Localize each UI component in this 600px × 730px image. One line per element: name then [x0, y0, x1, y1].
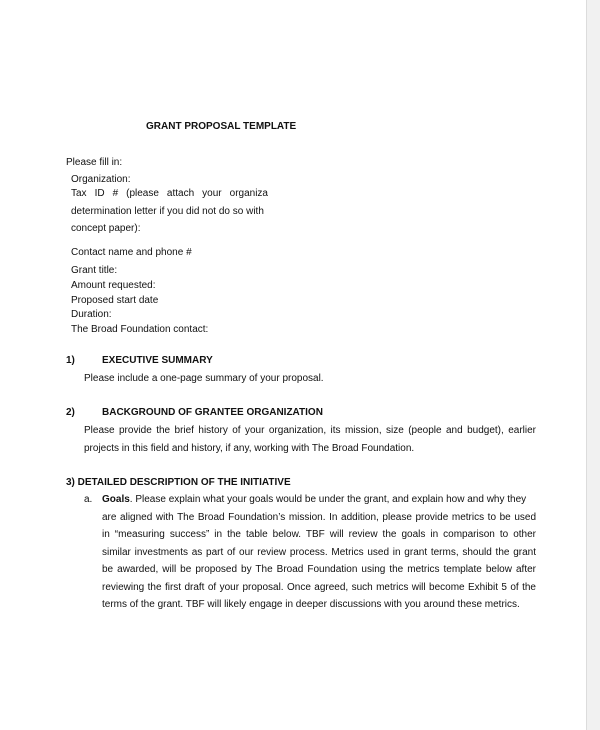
section-1-body: Please include a one-page summary of your proposal. — [84, 373, 324, 384]
amount-field-label: Amount requested: — [71, 280, 156, 291]
goals-paragraph-line: similar investments as part of our review process. Metrics used in grant terms, should the grant — [102, 547, 536, 558]
goals-paragraph-line: are aligned with The Broad Foundation’s mission. In addition, please provide metrics to be used — [102, 512, 536, 523]
grant-title-field-label: Grant title: — [71, 265, 118, 276]
list-marker-a: a. — [84, 494, 93, 505]
document-title: GRANT PROPOSAL TEMPLATE — [146, 121, 297, 132]
organization-field-label: Organization: — [71, 174, 131, 185]
duration-field-label: Duration: — [71, 309, 112, 320]
goals-term: Goals — [102, 494, 130, 505]
section-2-body-cont: projects in this field and history, if any, working with The Broad Foundation. — [84, 443, 415, 454]
goals-paragraph-line: be awarded, will be proposed by The Broad Foundation using the metrics template below after — [102, 564, 536, 575]
page-scroll-edge[interactable] — [586, 0, 600, 730]
goals-paragraph-first-line — [102, 493, 536, 506]
section-2-number: 2) — [66, 407, 75, 418]
goals-paragraph-line: in “measuring success” in the table below. TBF will review the goals in comparison to other — [102, 529, 536, 540]
goals-paragraph-line: reviewing the first draft of your proposal. Once agreed, such metrics will become Exhibit 5 of the — [102, 582, 536, 593]
tax-id-field-label-cont: determination letter if you did not do so with — [71, 206, 264, 217]
section-3-heading: 3) DETAILED DESCRIPTION OF THE INITIATIVE — [66, 477, 291, 488]
please-fill-in-label: Please fill in: — [66, 157, 123, 168]
tax-id-field-label: Tax ID # (please attach your organiza — [71, 188, 268, 199]
contact-field-label: Contact name and phone # — [71, 247, 192, 258]
tbf-contact-field-label: The Broad Foundation contact: — [71, 324, 209, 335]
start-date-field-label: Proposed start date — [71, 295, 159, 306]
tax-id-field-label-end: concept paper): — [71, 223, 141, 234]
section-2-heading: BACKGROUND OF GRANTEE ORGANIZATION — [102, 407, 323, 418]
section-1-heading: EXECUTIVE SUMMARY — [102, 355, 213, 366]
section-2-body: Please provide the brief history of your organization, its mission, size (people and budget), earlier — [84, 425, 536, 436]
section-1-number: 1) — [66, 355, 75, 366]
goals-text: . Please explain what your goals would be under the grant, and explain how and why they — [129, 494, 527, 505]
goals-paragraph-last-line: terms of the grant. TBF will likely engage in deeper discussions with you around these metrics. — [102, 599, 520, 610]
